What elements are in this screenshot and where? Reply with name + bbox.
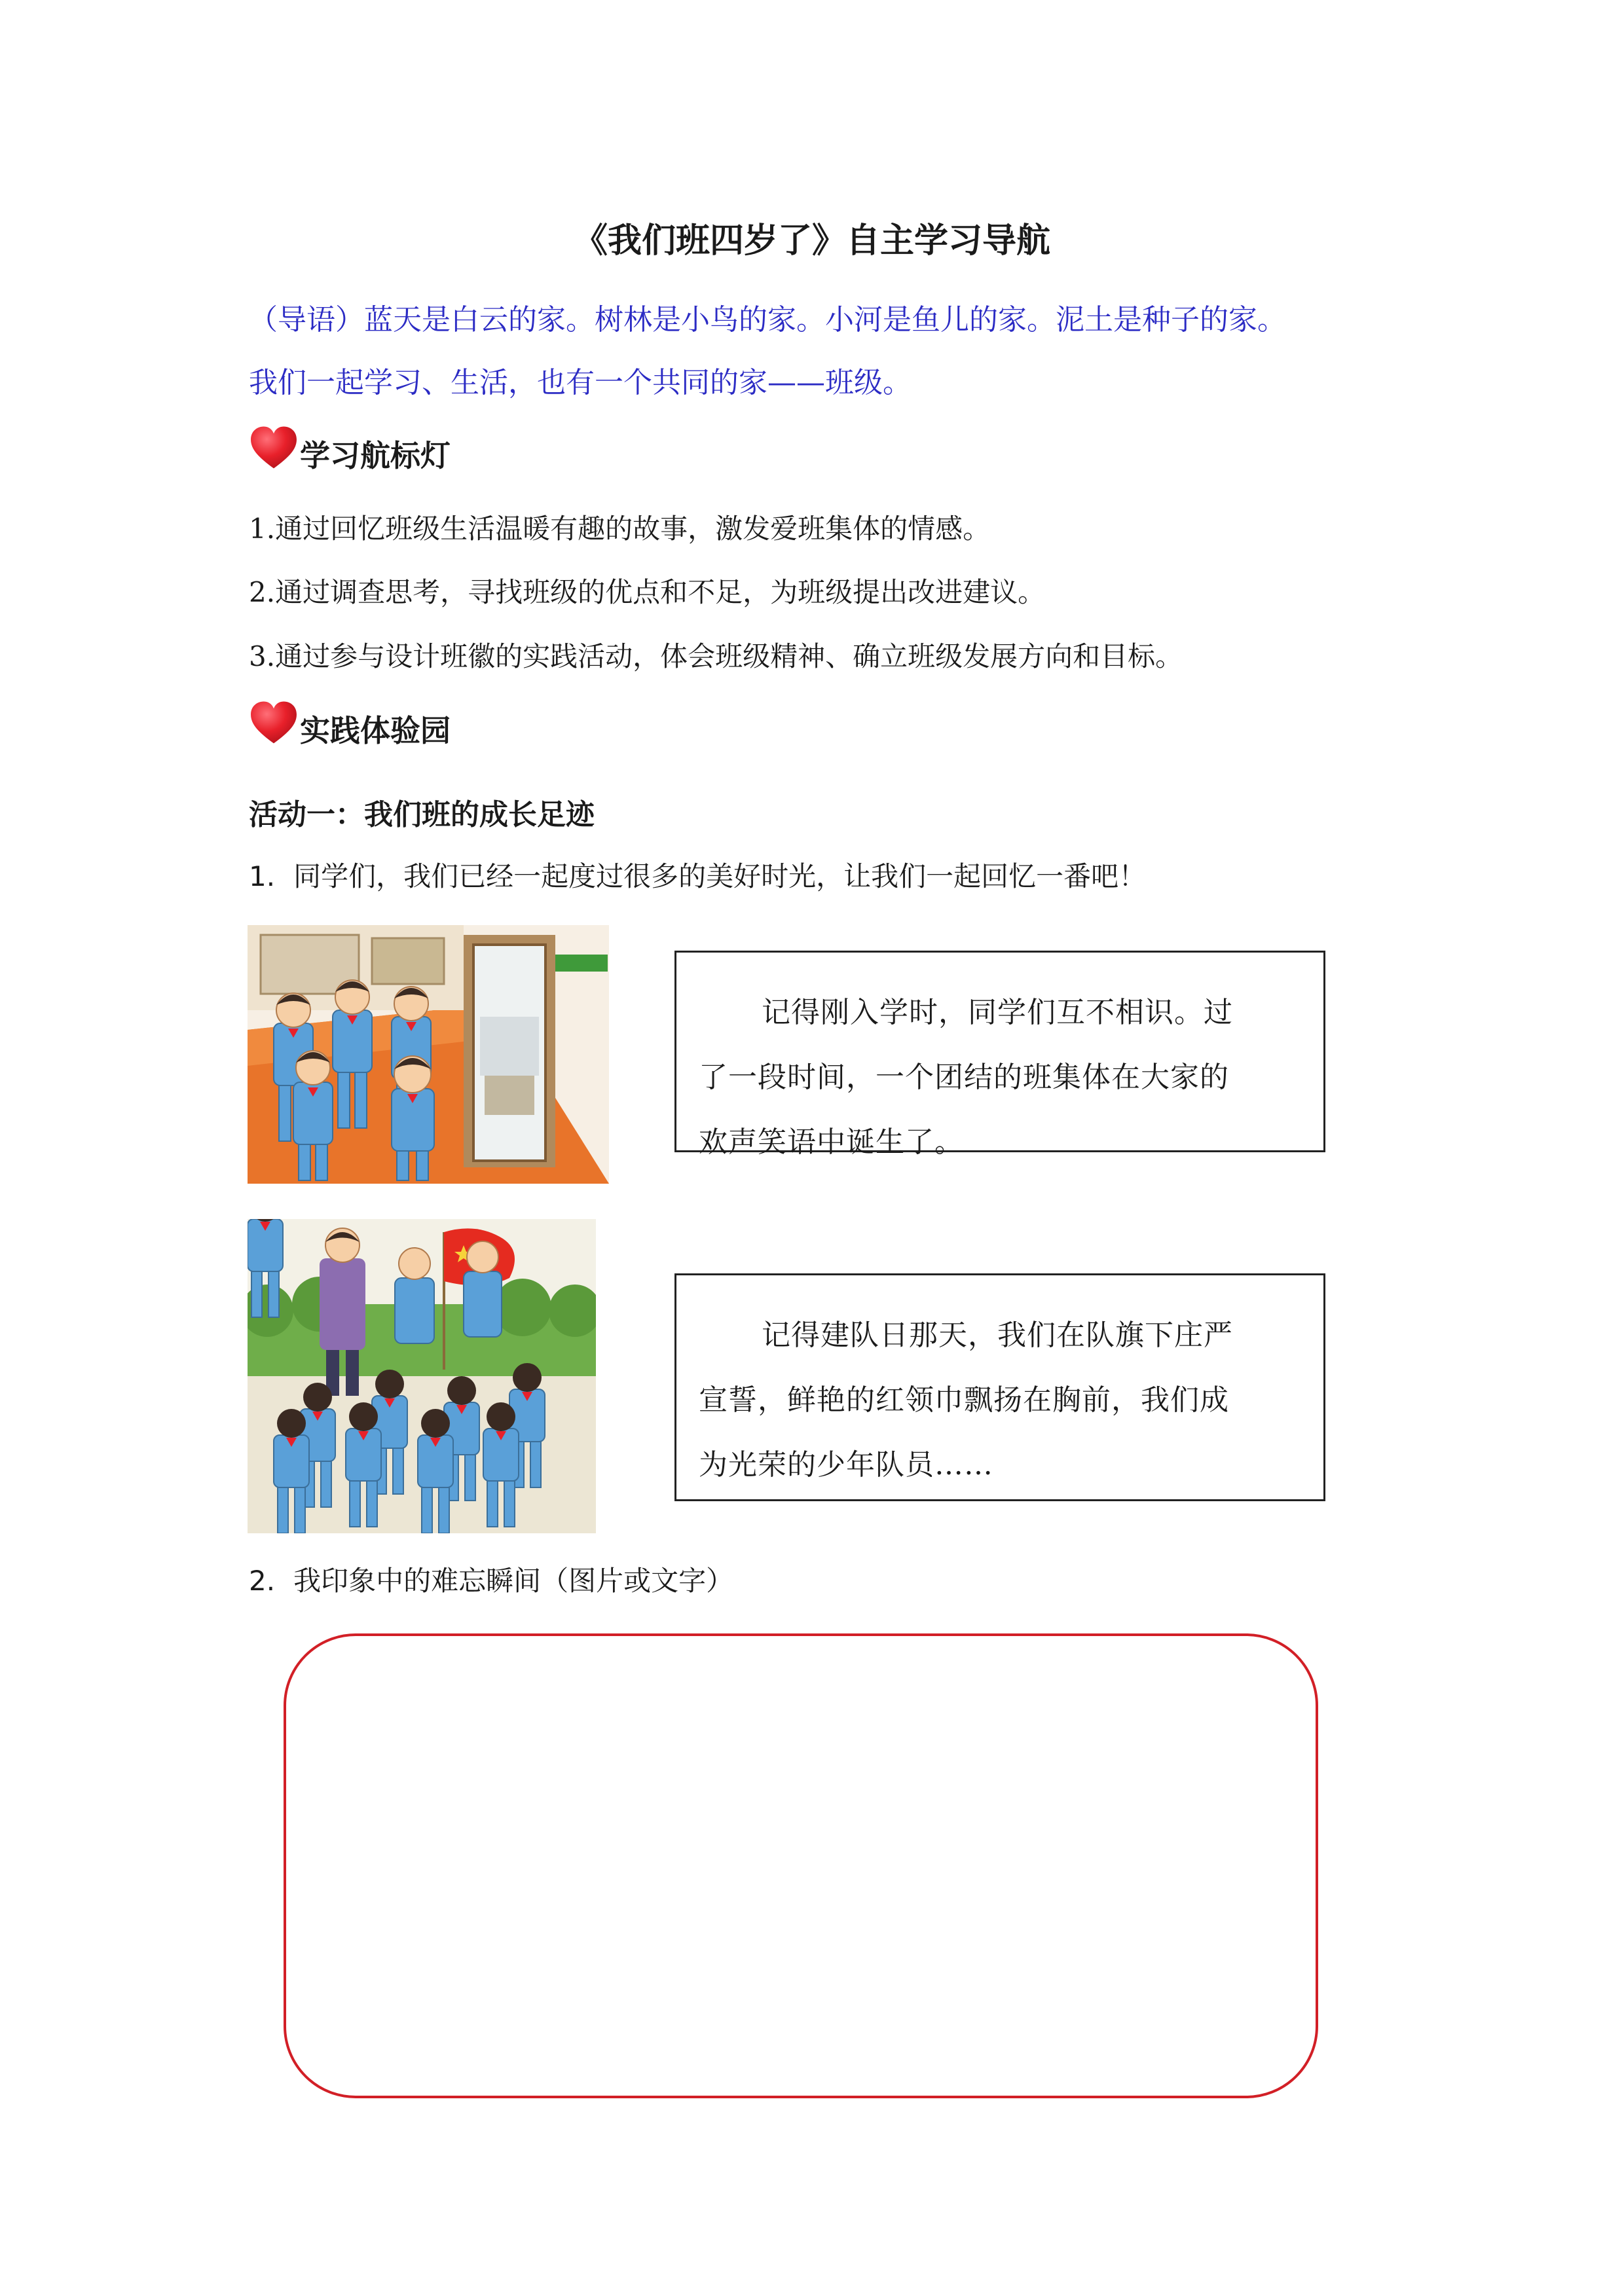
memory-drawing-area[interactable] [284, 1633, 1318, 2098]
pioneer-ceremony-illustration [248, 1219, 596, 1533]
heart-icon [249, 424, 299, 473]
story-box-2 [674, 1273, 1325, 1501]
story-line: 为光荣的少年队员…… [699, 1448, 993, 1482]
item-number: 2. [249, 1565, 276, 1597]
goal-item: 2.通过调查思考，寻找班级的优点和不足，为班级提出改进建议。 [249, 576, 1046, 608]
list-item [249, 1559, 733, 1599]
heart-icon [249, 699, 299, 748]
story-line: 欢声笑语中诞生了。 [699, 1125, 964, 1159]
goal-item: 3.通过参与设计班徽的实践活动，体会班级精神、确立班级发展方向和目标。 [249, 640, 1183, 672]
story-line: 记得建队日那天，我们在队旗下庄严 [762, 1319, 1233, 1352]
story-box-1 [674, 951, 1325, 1159]
story-line: 记得刚入学时，同学们互不相识。过 [762, 996, 1233, 1029]
intro-line-1: （导语）蓝天是白云的家。树林是小鸟的家。小河是鱼儿的家。泥土是种子的家。 [249, 303, 1286, 337]
section-heading-practice [249, 707, 451, 750]
page-title: 《我们班四岁了》自主学习导航 [573, 221, 1050, 261]
item-number: 1. [249, 860, 276, 892]
section-heading-label: 实践体验园 [300, 713, 451, 748]
item-text: 同学们，我们已经一起度过很多的美好时光，让我们一起回忆一番吧！ [293, 860, 1147, 892]
intro-line-2: 我们一起学习、生活，也有一个共同的家——班级。 [249, 366, 912, 399]
list-item [249, 855, 1146, 894]
section-heading-label: 学习航标灯 [300, 438, 451, 473]
story-line: 宣誓，鲜艳的红领巾飘扬在胸前，我们成 [699, 1383, 1229, 1417]
item-text: 我印象中的难忘瞬间（图片或文字） [293, 1565, 734, 1597]
section-heading-goals [249, 432, 451, 475]
classroom-entry-illustration [248, 925, 609, 1184]
story-line: 了一段时间，一个团结的班集体在大家的 [699, 1061, 1229, 1094]
goal-item: 1.通过回忆班级生活温暖有趣的故事，激发爱班集体的情感。 [249, 513, 991, 545]
activity-title: 活动一：我们班的成长足迹 [249, 798, 595, 831]
